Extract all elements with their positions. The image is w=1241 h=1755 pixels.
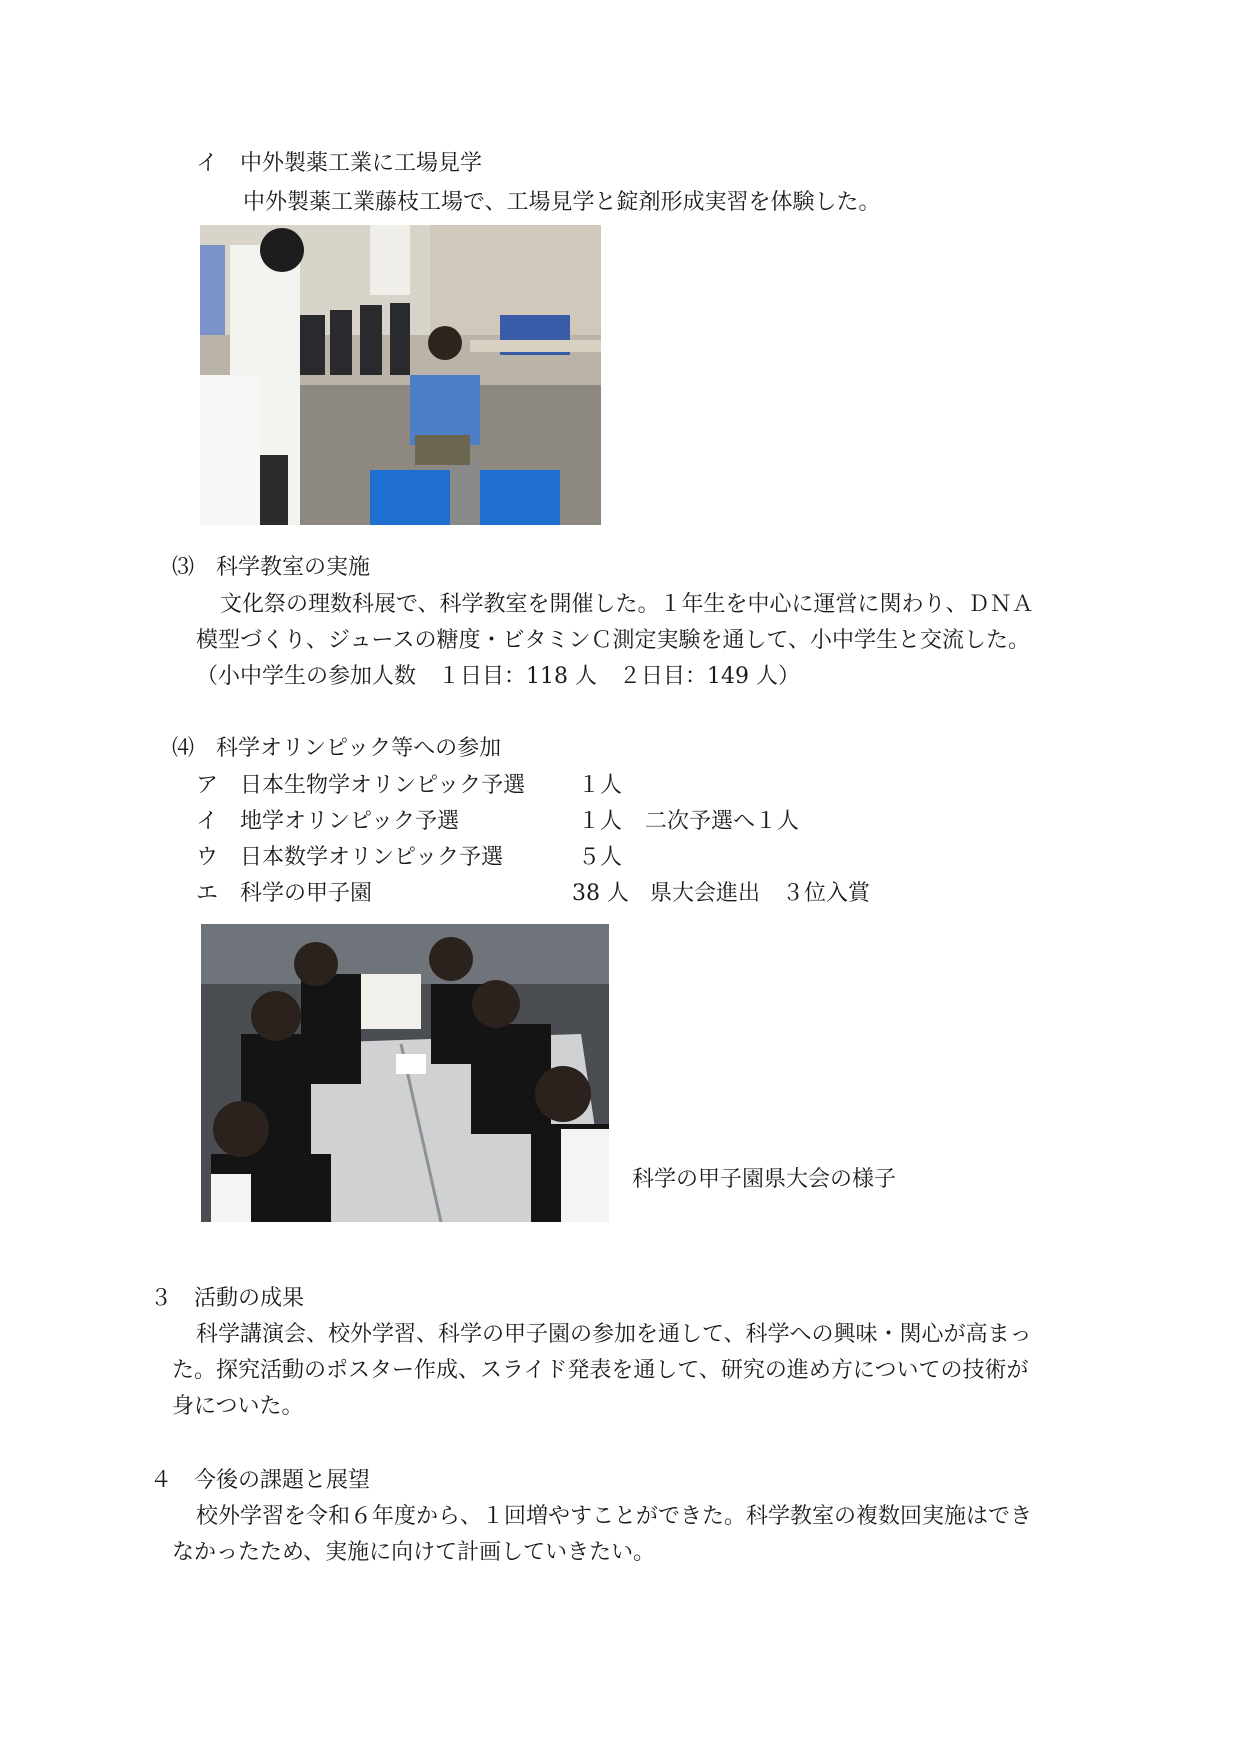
future-line-2: なかったため、実施に向けて計画していきたい。 [172, 1540, 656, 1565]
olympiad-item-count: １人 [578, 809, 623, 834]
olympiad-item-name: ア 日本生物学オリンピック予選 [196, 773, 526, 798]
factory-visit-body: 中外製薬工業藤枝工場で、工場見学と錠剤形成実習を体験した。 [243, 190, 881, 215]
results-line-1: 科学講演会、校外学習、科学の甲子園の参加を通して、科学への興味・関心が高まっ [196, 1322, 1032, 1347]
factory-visit-heading: イ 中外製薬工業に工場見学 [196, 151, 483, 176]
future-heading: ４ 今後の課題と展望 [150, 1468, 371, 1493]
olympiad-item-count: ５人 [578, 845, 623, 870]
olympiad-item-count: １人 [578, 773, 623, 798]
results-heading: ３ 活動の成果 [150, 1286, 305, 1311]
olympiad-item-note: 県大会進出 ３位入賞 [650, 881, 871, 906]
olympiad-item-name: エ 科学の甲子園 [196, 881, 373, 906]
olympiad-heading: ⑷ 科学オリンピック等への参加 [172, 736, 502, 761]
olympiad-item-name: イ 地学オリンピック予選 [196, 809, 460, 834]
factory-visit-photo [200, 225, 601, 525]
olympiad-item-count: 38 人 [572, 881, 629, 906]
results-line-3: 身についた。 [172, 1394, 304, 1419]
science-class-participants: （小中学生の参加人数 １日目：118 人 ２日目：149 人） [196, 664, 800, 689]
olympiad-item-name: ウ 日本数学オリンピック予選 [196, 845, 504, 870]
results-line-2: た。探究活動のポスター作成、スライド発表を通して、研究の進め方についての技術が [172, 1358, 1029, 1383]
future-line-1: 校外学習を令和６年度から、１回増やすことができた。科学教室の複数回実施はでき [196, 1504, 1033, 1529]
koshien-photo [201, 924, 609, 1222]
science-class-heading: ⑶ 科学教室の実施 [172, 555, 371, 580]
science-class-line-2: 模型づくり、ジュースの糖度・ビタミンＣ測定実験を通して、小中学生と交流した。 [196, 628, 1031, 653]
koshien-photo-caption: 科学の甲子園県大会の様子 [632, 1167, 897, 1192]
olympiad-item-note: 二次予選へ１人 [645, 809, 800, 834]
science-class-line-1: 文化祭の理数科展で、科学教室を開催した。１年生を中心に運営に関わり、ＤＮＡ [220, 592, 1034, 617]
